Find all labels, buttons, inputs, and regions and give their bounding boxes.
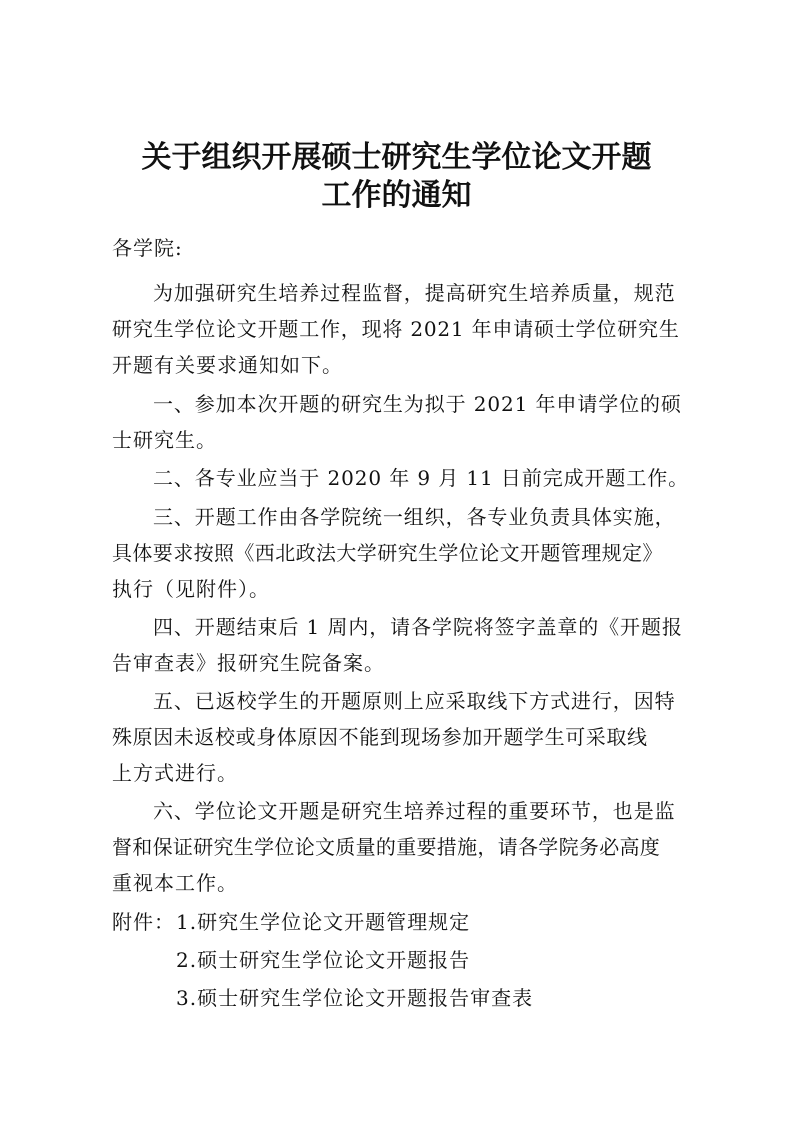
- body-line: 二、各专业应当于 2020 年 9 月 11 日前完成开题工作。: [153, 466, 690, 490]
- body-line: 研究生学位论文开题工作，现将 2021 年申请硕士学位研究生: [112, 317, 680, 341]
- attachment-item: 1.研究生学位论文开题管理规定: [176, 910, 471, 934]
- salutation: 各学院:: [112, 236, 183, 260]
- body-line: 具体要求按照《西北政法大学研究生学位论文开题管理规定》: [112, 541, 663, 565]
- body-line: 重视本工作。: [112, 871, 238, 895]
- body-line: 告审查表》报研究生院备案。: [112, 651, 385, 675]
- document-title-line-1: 关于组织开展硕士研究生学位论文开题: [141, 140, 652, 175]
- body-line: 六、学位论文开题是研究生培养过程的重要环节，也是监: [153, 799, 676, 823]
- body-line: 五、已返校学生的开题原则上应采取线下方式进行，因特: [153, 689, 676, 713]
- body-line: 执行（见附件）。: [112, 577, 270, 601]
- document-title-line-2: 工作的通知: [321, 178, 472, 213]
- body-line: 一、参加本次开题的研究生为拟于 2021 年申请学位的硕: [153, 392, 682, 416]
- attachment-item: 3.硕士研究生学位论文开题报告审查表: [176, 986, 534, 1010]
- body-line: 三、开题工作由各学院统一组织，各专业负责具体实施，: [153, 505, 676, 529]
- attachments-label: 附件：: [112, 910, 175, 934]
- body-line: 殊原因未返校或身体原因不能到现场参加开题学生可采取线: [112, 725, 648, 749]
- body-line: 开题有关要求通知如下。: [112, 353, 343, 377]
- body-line: 四、开题结束后 1 周内，请各学院将签字盖章的《开题报: [153, 615, 683, 639]
- attachment-item: 2.硕士研究生学位论文开题报告: [176, 948, 471, 972]
- body-line: 督和保证研究生学位论文质量的重要措施，请各学院务必高度: [112, 835, 661, 859]
- body-line: 上方式进行。: [112, 761, 238, 785]
- body-line: 士研究生。: [112, 428, 217, 452]
- body-line: 为加强研究生培养过程监督，提高研究生培养质量，规范: [153, 281, 676, 305]
